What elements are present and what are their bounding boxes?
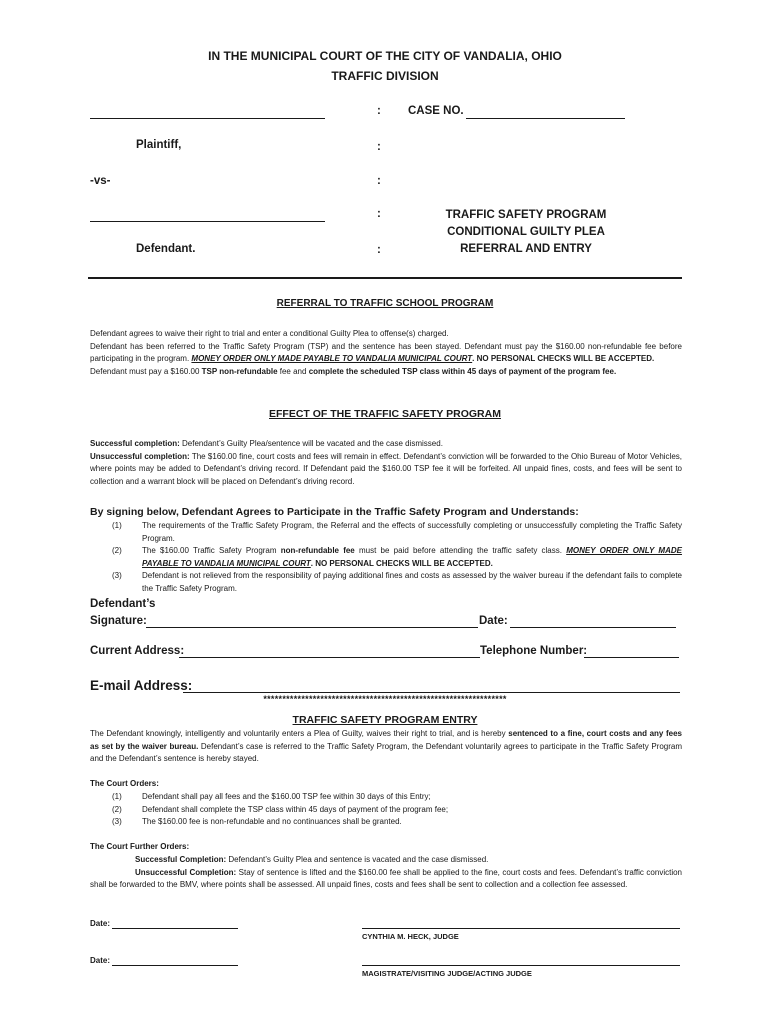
further-orders-heading: The Court Further Orders: bbox=[90, 842, 190, 851]
signing-list bbox=[112, 520, 682, 595]
list-text-run: The $160.00 Traffic Safety Program bbox=[142, 546, 277, 555]
entry-paragraph bbox=[90, 728, 682, 766]
list-number: (1) bbox=[112, 521, 122, 530]
order-text: The $160.00 fee is non-refundable and no continuances shall be granted. bbox=[142, 817, 402, 826]
address-label: Current Address: bbox=[90, 645, 185, 657]
separator-stars: **************************************************************** bbox=[263, 694, 507, 704]
order-text: Defendant shall complete the TSP class within 45 days of payment of the program fee; bbox=[142, 804, 449, 814]
entry-text-run: sentenced to a fine, court costs and any fees as set by the waiver bureau. bbox=[90, 729, 682, 751]
effect-paragraph bbox=[90, 438, 682, 451]
magistrate-date-label: Date: bbox=[90, 956, 111, 965]
further-order-text-run: Stay of sentence is lifted and the $160.00 fee shall be applied to the fine, court costs and fees. Defendant’s traffic conviction shall be forwarded to the BMV, where points shall be assessed. All unpaid fines, costs and fees shall be sent to collection and a collection fee assessed. bbox=[90, 867, 682, 889]
referral-text bbox=[90, 328, 682, 378]
list-text: The requirements of the Traffic Safety Program, the Referral and the effects of successfully completing or unsuccessfully completing the Traffic Safety Program. bbox=[142, 521, 682, 543]
defendant-name-line[interactable] bbox=[90, 221, 325, 222]
money-order-notice: MONEY ORDER ONLY MADE PAYABLE TO VANDALIA MUNICIPAL COURT bbox=[142, 546, 682, 568]
list-item bbox=[112, 520, 682, 545]
signing-heading: By signing below, Defendant Agrees to Participate in the Traffic Safety Program and Understands: bbox=[90, 506, 579, 518]
defendants-label: Defendant’s bbox=[90, 598, 156, 610]
order-item bbox=[112, 804, 682, 817]
caption-colon: : bbox=[377, 175, 381, 187]
order-item bbox=[112, 816, 682, 829]
telephone-label: Telephone Number: bbox=[480, 645, 588, 657]
referral-paragraph bbox=[90, 341, 682, 366]
case-no-label: CASE NO. bbox=[408, 105, 464, 117]
list-item bbox=[112, 545, 682, 570]
success-label: Successful completion: bbox=[90, 439, 180, 448]
referral-paragraph bbox=[90, 366, 682, 379]
money-order-notice: MONEY ORDER ONLY MADE PAYABLE TO VANDALIA MUNICIPAL COURT bbox=[191, 354, 473, 363]
list-number: (3) bbox=[112, 571, 122, 580]
no-checks-notice: . NO PERSONAL CHECKS WILL BE ACCEPTED. bbox=[472, 354, 655, 363]
order-item bbox=[112, 791, 682, 804]
email-label: E-mail Address: bbox=[90, 678, 193, 693]
judge-date-label: Date: bbox=[90, 919, 111, 928]
magistrate-date-line[interactable] bbox=[112, 965, 238, 966]
division-title: TRAFFIC DIVISION bbox=[331, 69, 439, 83]
effect-paragraph bbox=[90, 451, 682, 489]
caption-colon: : bbox=[377, 141, 381, 153]
referral-heading: REFERRAL TO TRAFFIC SCHOOL PROGRAM bbox=[276, 298, 494, 309]
list-item bbox=[112, 570, 682, 595]
referral-text-run: TSP non-refundable bbox=[201, 366, 278, 376]
list-number: (2) bbox=[112, 546, 122, 555]
caption-divider bbox=[88, 277, 682, 279]
entry-heading: TRAFFIC SAFETY PROGRAM ENTRY bbox=[292, 714, 478, 726]
unsuccess-label: Unsuccessful completion: bbox=[90, 451, 190, 461]
list-number: (1) bbox=[112, 792, 122, 801]
referral-text-run: Defendant must pay a $160.00 bbox=[90, 366, 200, 376]
magistrate-title: MAGISTRATE/VISITING JUDGE/ACTING JUDGE bbox=[362, 969, 532, 978]
entry-text-run: Defendant’s case is referred to the Traffic Safety Program, the Defendant voluntarily agrees to participate in the Traffic Safety Program and the Defendant’s sentence is hereby stayed. bbox=[90, 741, 682, 763]
document-title-line: TRAFFIC SAFETY PROGRAM bbox=[445, 209, 607, 221]
list-text bbox=[142, 545, 682, 570]
signature-label: Signature: bbox=[90, 615, 147, 627]
list-text-run: non-refundable fee bbox=[280, 546, 355, 555]
referral-text-run: Defendant has been referred to the Traffic Safety Program (TSP) and the sentence has been stayed. Defendant must pay the $160.00 non-refundable fee before participating in the program. bbox=[90, 341, 682, 363]
judge-date-line[interactable] bbox=[112, 928, 238, 929]
further-orders-text bbox=[90, 854, 682, 892]
defendant-label: Defendant. bbox=[136, 243, 196, 255]
telephone-line[interactable] bbox=[584, 657, 679, 658]
list-number: (2) bbox=[112, 804, 122, 814]
judge-signature-line[interactable] bbox=[362, 928, 680, 929]
list-number: (3) bbox=[112, 817, 122, 826]
plaintiff-label: Plaintiff, bbox=[136, 139, 182, 151]
versus-label: -vs- bbox=[90, 175, 111, 187]
caption-colon: : bbox=[377, 208, 381, 220]
caption-colon: : bbox=[377, 244, 381, 256]
list-text-run: must be paid before attending the traffic safety class. bbox=[358, 546, 562, 555]
further-order-text-run: Defendant’s Guilty Plea and sentence is vacated and the case dismissed. bbox=[228, 855, 489, 864]
date-line[interactable] bbox=[510, 627, 676, 628]
effect-heading: EFFECT OF THE TRAFFIC SAFETY PROGRAM bbox=[269, 408, 501, 420]
signature-line[interactable] bbox=[146, 627, 478, 628]
date-label: Date: bbox=[479, 615, 508, 627]
email-line[interactable] bbox=[183, 692, 680, 693]
court-orders-list bbox=[112, 791, 682, 829]
referral-text-run: fee and bbox=[279, 366, 307, 376]
court-title: IN THE MUNICIPAL COURT OF THE CITY OF VANDALIA, OHIO bbox=[208, 49, 562, 63]
caption-colon: : bbox=[377, 105, 381, 117]
effect-text-run: The $160.00 fine, court costs and fees will remain in effect. Defendant’s conviction will be forwarded to the Ohio Bureau of Motor Vehicles, where points may be added to Defendant’s driving record. If Defendant paid the $160.00 TSP fee it will be forfeited. All unpaid fines, costs, and fees will be sent to collection and a warrant block will be placed on Defendant’s driving record. bbox=[90, 451, 683, 486]
referral-paragraph: Defendant agrees to waive their right to trial and enter a conditional Guilty Plea to offense(s) charged. bbox=[90, 329, 449, 338]
case-no-line[interactable] bbox=[466, 118, 625, 119]
court-orders-heading: The Court Orders: bbox=[90, 779, 159, 788]
referral-text-run: complete the scheduled TSP class within 45 days of payment of the program fee. bbox=[308, 366, 617, 376]
list-text: Defendant is not relieved from the responsibility of paying additional fines and costs as assessed by the waiver bureau if the defendant fails to complete the Traffic Safety Program. bbox=[142, 571, 682, 593]
no-checks-notice: . NO PERSONAL CHECKS WILL BE ACCEPTED. bbox=[310, 558, 493, 568]
unsuccess-label: Unsuccessful Completion: bbox=[135, 867, 237, 877]
effect-text bbox=[90, 438, 682, 488]
magistrate-signature-line[interactable] bbox=[362, 965, 680, 966]
plaintiff-name-line[interactable] bbox=[90, 118, 325, 119]
judge-name: CYNTHIA M. HECK, JUDGE bbox=[362, 932, 459, 941]
document-title-line: CONDITIONAL GUILTY PLEA bbox=[447, 226, 605, 238]
order-text: Defendant shall pay all fees and the $160.00 TSP fee within 30 days of this Entry; bbox=[142, 792, 431, 801]
address-line[interactable] bbox=[179, 657, 480, 658]
effect-text-run: Defendant’s Guilty Plea/sentence will be vacated and the case dismissed. bbox=[182, 439, 443, 448]
document-title-line: REFERRAL AND ENTRY bbox=[460, 243, 592, 255]
further-order-paragraph bbox=[90, 854, 682, 867]
success-label: Successful Completion: bbox=[135, 855, 227, 864]
further-order-paragraph bbox=[90, 867, 682, 892]
entry-text-run: The Defendant knowingly, intelligently and voluntarily enters a Plea of Guilty, waives their right to trial, and is hereby bbox=[90, 729, 506, 738]
document-title bbox=[420, 207, 632, 258]
